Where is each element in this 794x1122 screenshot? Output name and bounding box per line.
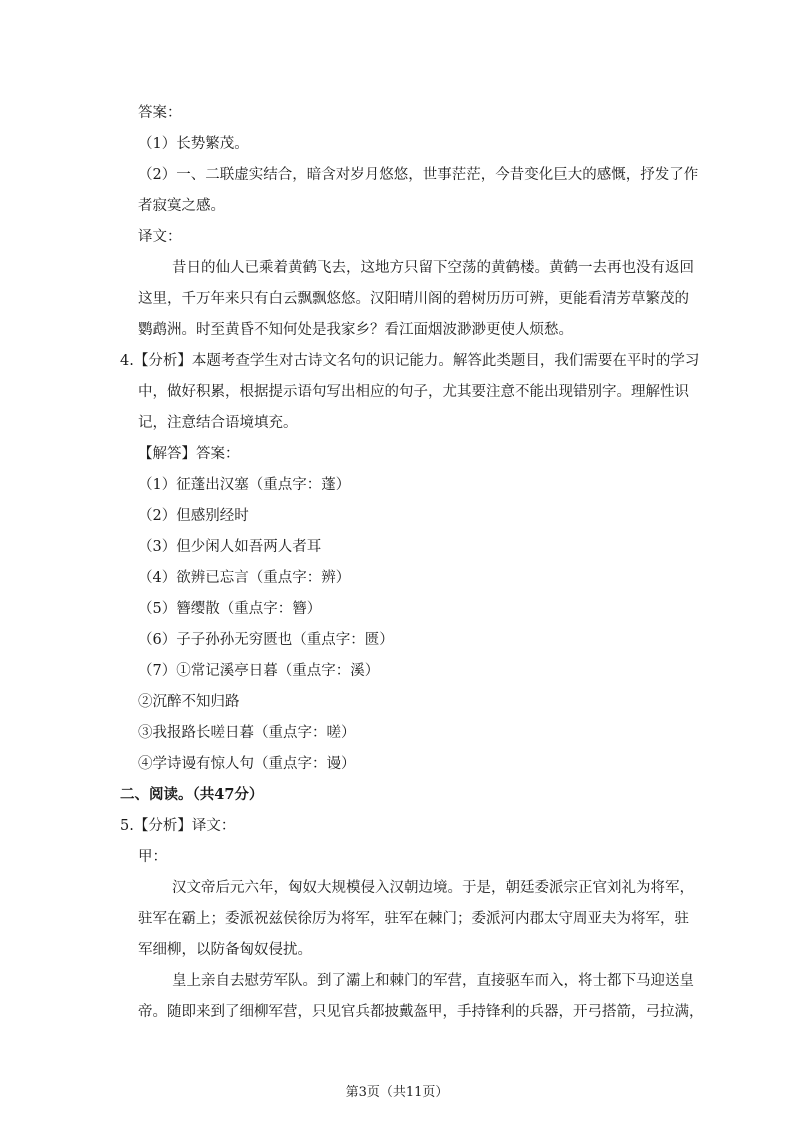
text-line: 皇上亲自去慰劳军队。到了灞上和棘门的军营，直接驱车而入，将士都下马迎送皇: [172, 973, 694, 989]
text-line: （1）长势繁茂。: [138, 136, 249, 152]
text-line: 鹦鹉洲。时至黄昏不知何处是我家乡？看江面烟波渺渺更使人烦愁。: [138, 322, 573, 338]
text-line: 汉文帝后元六年，匈奴大规模侵入汉朝边境。于是，朝廷委派宗正官刘礼为将军，: [172, 880, 694, 896]
text-line: 【解答】答案：: [138, 446, 240, 462]
text-line: 军细柳，以防备匈奴侵扰。: [138, 942, 312, 958]
text-line: 帝。随即来到了细柳军营，只见官兵都披戴盔甲，手持锋利的兵器，开弓搭箭，弓拉满，: [138, 1004, 704, 1020]
text-line: （2）但感别经时: [138, 508, 249, 524]
text-line: 记，注意结合语境填充。: [138, 415, 298, 431]
text-line: 昔日的仙人已乘着黄鹤飞去，这地方只留下空荡的黄鹤楼。黄鹤一去再也没有返回: [172, 260, 694, 276]
text-line: ③我报路长嗟日暮（重点字：嗟）: [138, 725, 356, 741]
text-line: 中，做好积累，根据提示语句写出相应的句子，尤其要注意不能出现错别字。理解性识: [138, 384, 689, 400]
text-line: 驻军在霸上；委派祝兹侯徐厉为将军，驻军在棘门；委派河内郡太守周亚夫为将军，驻: [138, 911, 689, 927]
text-line: （5）簪缨散（重点字：簪）: [138, 601, 322, 617]
text-line: 5.【分析】译文：: [120, 818, 236, 834]
text-line: 者寂寞之感。: [138, 198, 225, 214]
text-line: 这里，千万年来只有白云飘飘悠悠。汉阳晴川阁的碧树历历可辨，更能看清芳草繁茂的: [138, 291, 689, 307]
text-line: 4.【分析】本题考查学生对古诗文名句的识记能力。解答此类题目，我们需要在平时的学习: [120, 353, 700, 369]
text-line: 答案：: [138, 105, 182, 121]
text-line: （2）一、二联虚实结合，暗含对岁月悠悠，世事茫茫，今昔变化巨大的感慨，抒发了作: [138, 167, 699, 183]
text-line: （3）但少闲人如吾两人者耳: [138, 539, 322, 555]
text-line: （4）欲辨已忘言（重点字：辨）: [138, 570, 351, 586]
text-line: ④学诗谩有惊人句（重点字：谩）: [138, 756, 356, 772]
text-line: 甲：: [138, 849, 167, 865]
text-line: （1）征蓬出汉塞（重点字：蓬）: [138, 477, 351, 493]
text-line: ②沉醉不知归路: [138, 694, 240, 710]
text-line: （7）①常记溪亭日暮（重点字：溪）: [138, 663, 380, 679]
section-heading: 二、阅读。（共47分）: [120, 786, 264, 803]
text-line: 译文：: [138, 229, 182, 245]
page-footer: 第3页（共11页）: [345, 1085, 449, 1100]
text-line: （6）子子孙孙无穷匮也（重点字：匮）: [138, 632, 394, 648]
